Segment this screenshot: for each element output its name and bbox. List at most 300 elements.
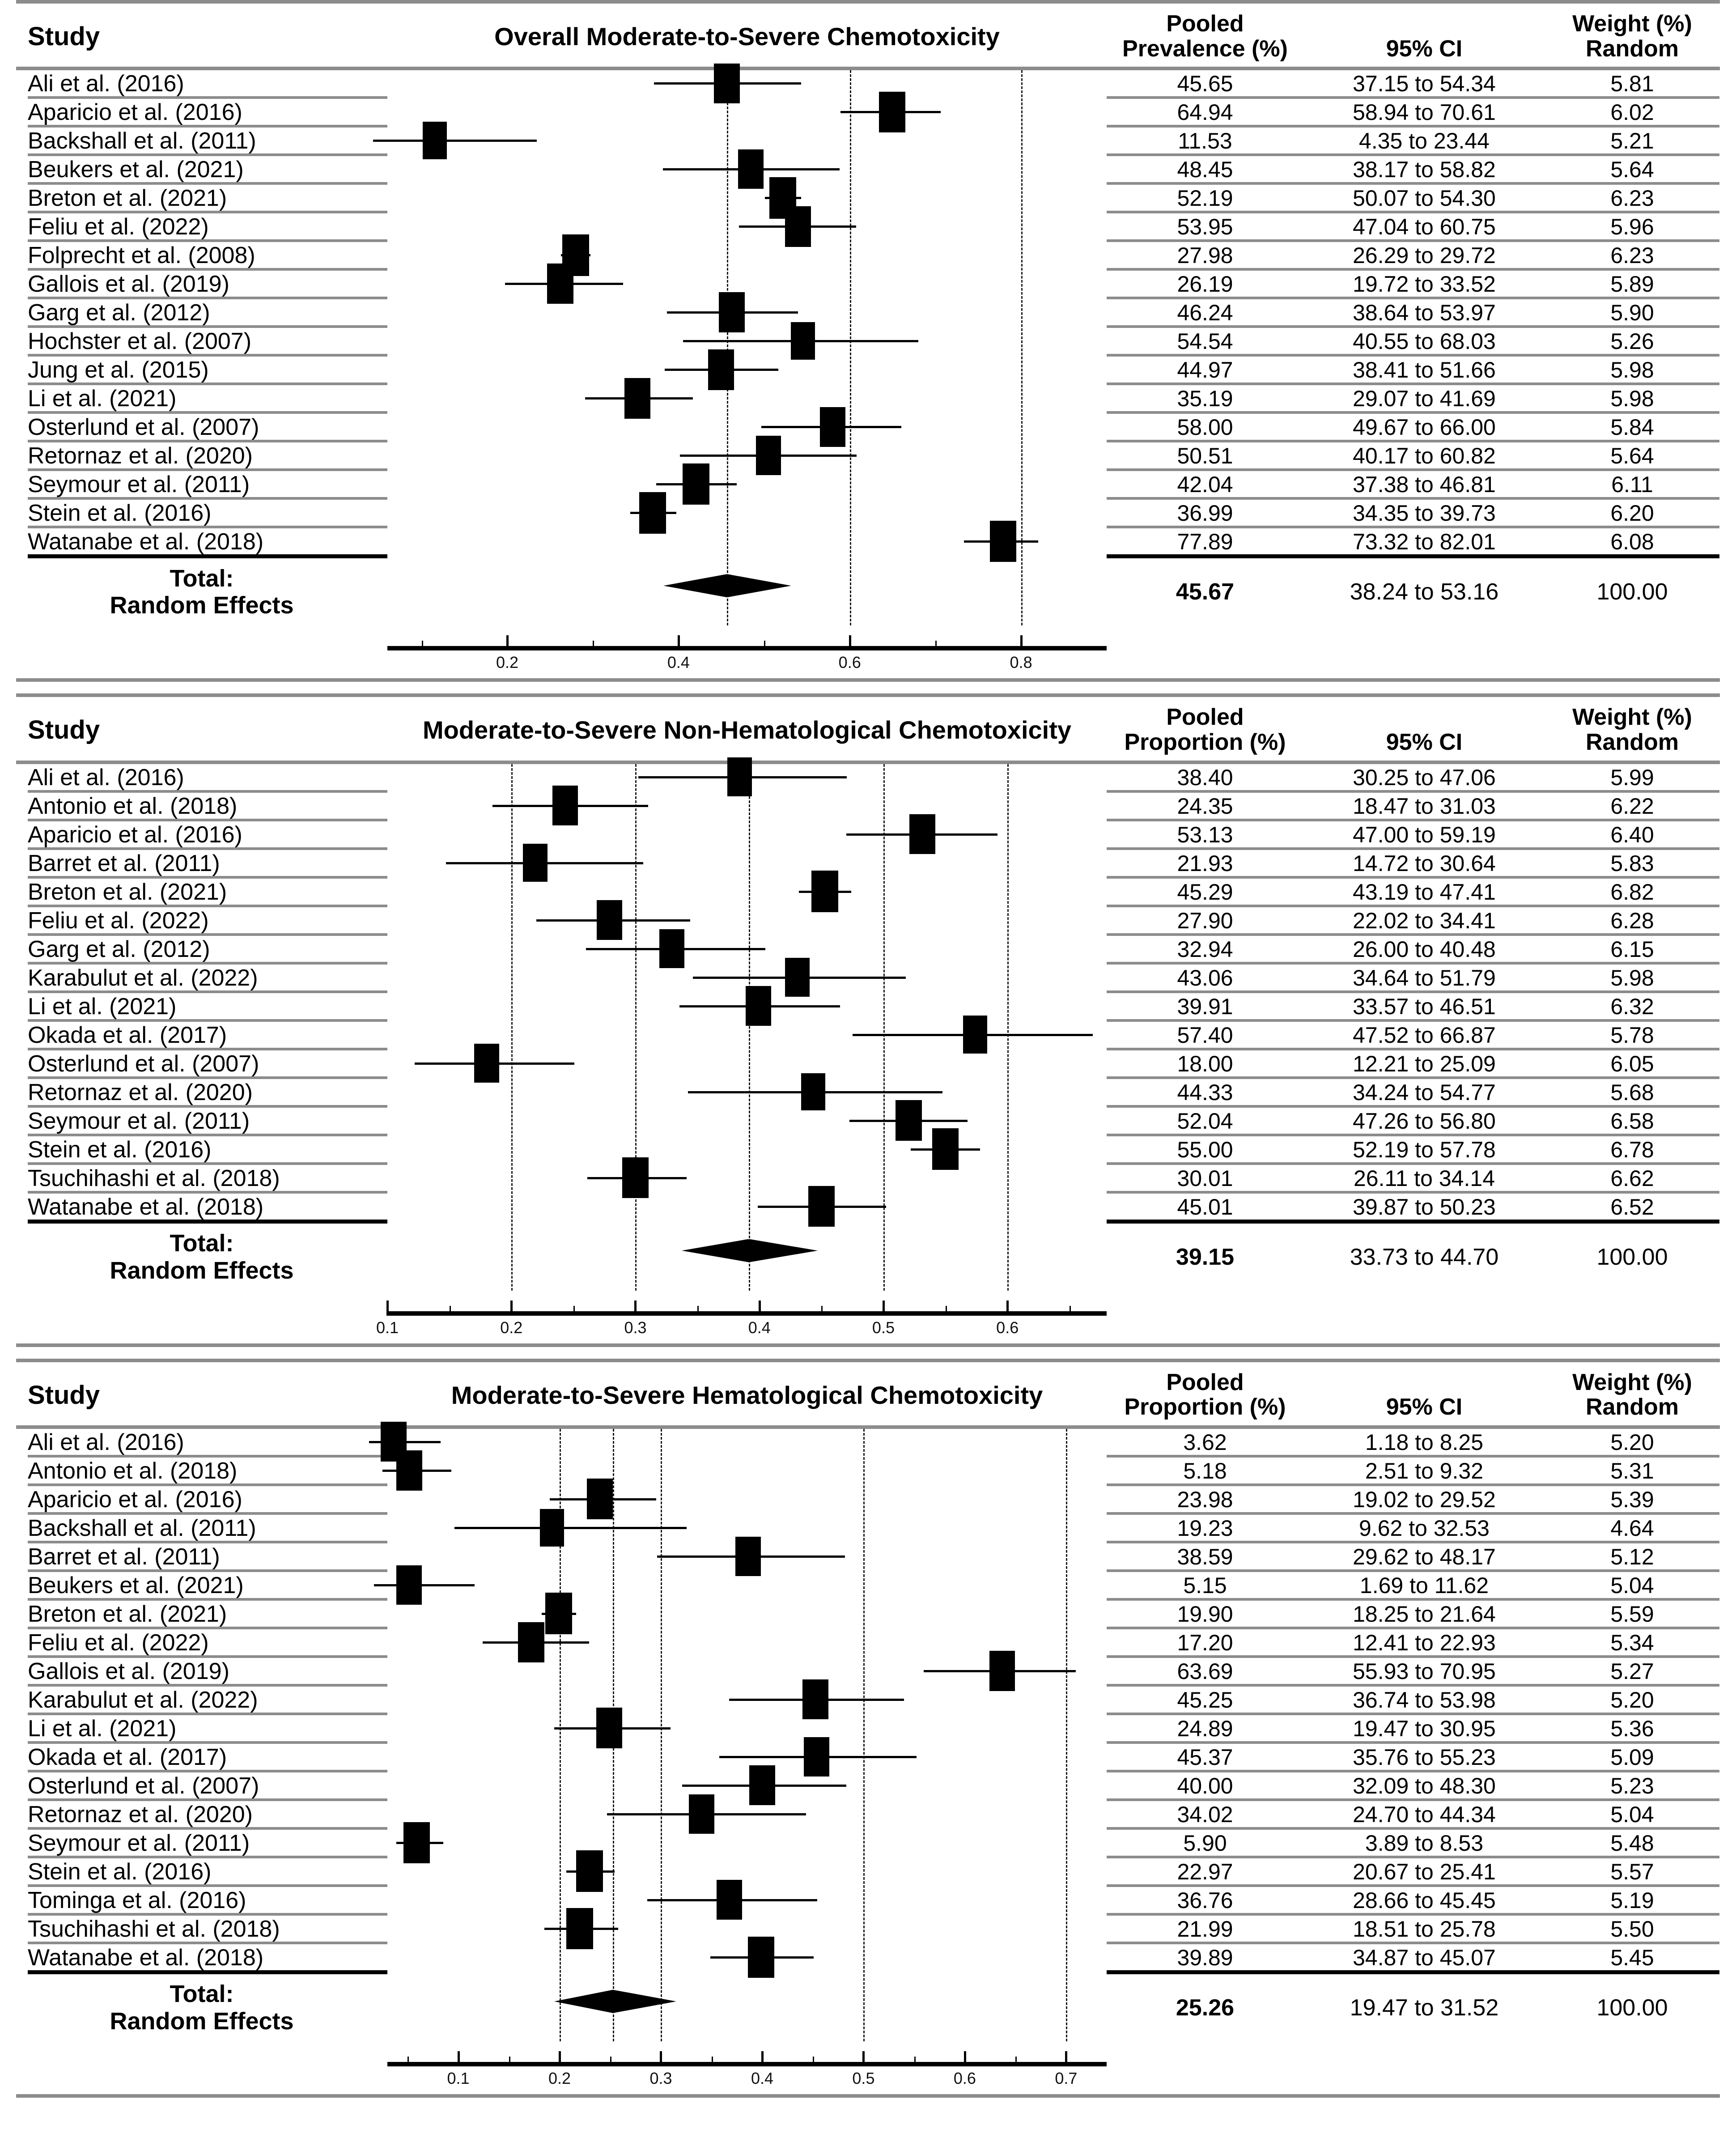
estimate-value: 45.01 [1177, 1194, 1233, 1220]
weight-value: 5.20 [1610, 1687, 1654, 1713]
axis-tick-label: 0.2 [500, 1318, 523, 1337]
estimate-value: 54.54 [1177, 329, 1233, 354]
ci-value: 37.15 to 54.34 [1353, 71, 1496, 97]
study-name: Beukers et al. (2021) [28, 1572, 244, 1598]
total-label-line2: Random Effects [110, 592, 294, 619]
ci-value: 37.38 to 46.81 [1353, 472, 1496, 497]
weight-value: 5.57 [1610, 1859, 1654, 1884]
study-name: Aparicio et al. (2016) [28, 821, 242, 848]
axis-tick [510, 1300, 513, 1316]
study-name: Retornaz et al. (2020) [28, 1801, 253, 1828]
table-row [16, 1429, 1720, 1455]
estimate-value: 52.19 [1177, 186, 1233, 211]
estimate-value: 21.99 [1177, 1916, 1233, 1942]
axis-minor-tick [821, 1306, 823, 1316]
table-row [16, 328, 1720, 354]
table-row [16, 156, 1720, 182]
total-row [16, 1974, 1720, 2041]
weight-value: 6.05 [1610, 1051, 1654, 1076]
axis-minor-tick [422, 641, 423, 650]
total-estimate-value: 25.26 [1176, 1994, 1235, 2021]
axis-minor-tick [946, 1306, 947, 1316]
ci-value: 19.02 to 29.52 [1353, 1487, 1496, 1512]
weight-value: 5.68 [1610, 1080, 1654, 1105]
study-name: Seymour et al. (2011) [28, 1830, 250, 1856]
estimate-value: 45.65 [1177, 71, 1233, 97]
weight-value: 5.12 [1610, 1544, 1654, 1569]
weight-value: 5.09 [1610, 1744, 1654, 1770]
table-row [16, 879, 1720, 905]
panel-header [16, 697, 1720, 760]
weight-value: 5.78 [1610, 1022, 1654, 1048]
total-ci-value: 38.24 to 53.16 [1350, 579, 1499, 605]
ci-value: 47.04 to 60.75 [1353, 214, 1496, 240]
panel-top-rule [16, 1359, 1720, 1362]
study-name: Okada et al. (2017) [28, 1022, 227, 1048]
separator-gap [387, 554, 1107, 557]
panel-body [16, 1429, 1720, 2041]
study-name: Jung et al. (2015) [28, 357, 209, 383]
ci-value: 43.19 to 47.41 [1353, 879, 1496, 905]
column-header-estimate [1107, 705, 1303, 755]
weight-value: 5.64 [1610, 443, 1654, 469]
panel-title: Moderate-to-Severe Hematological Chemotoxicity [451, 1381, 1043, 1409]
weight-header-line1: Weight (%) [1572, 11, 1692, 37]
weight-value: 4.64 [1610, 1515, 1654, 1541]
study-name: Folprecht et al. (2008) [28, 242, 255, 269]
weight-value: 6.23 [1610, 243, 1654, 268]
panel-bottom-rule [16, 1343, 1720, 1347]
estimate-value: 64.94 [1177, 100, 1233, 125]
estimate-value: 5.18 [1183, 1458, 1227, 1483]
axis-tick [862, 2051, 865, 2066]
table-row [16, 1022, 1720, 1048]
table-row [16, 1165, 1720, 1191]
ci-value: 40.55 to 68.03 [1353, 329, 1496, 354]
estimate-value: 44.33 [1177, 1080, 1233, 1105]
column-header-weight [1545, 1370, 1719, 1420]
panel-bottom-rule [16, 2094, 1720, 2098]
weight-value: 5.19 [1610, 1887, 1654, 1913]
axis-minor-tick [813, 2057, 814, 2066]
study-name: Backshall et al. (2011) [28, 128, 256, 154]
weight-value: 5.36 [1610, 1716, 1654, 1741]
table-row [16, 1658, 1720, 1684]
ci-value: 38.17 to 58.82 [1353, 157, 1496, 183]
total-ci-value: 19.47 to 31.52 [1350, 1994, 1499, 2021]
weight-value: 5.99 [1610, 765, 1654, 790]
axis-tick [660, 2051, 662, 2066]
estimate-value: 3.62 [1183, 1429, 1227, 1455]
table-row [16, 1858, 1720, 1884]
axis-minor-tick [712, 2057, 713, 2066]
estimate-value: 45.37 [1177, 1744, 1233, 1770]
total-label-line1: Total: [170, 565, 234, 592]
weight-value: 5.81 [1610, 71, 1654, 97]
table-row [16, 357, 1720, 382]
axis-tick-label: 0.2 [496, 653, 519, 672]
ci-value: 34.87 to 45.07 [1353, 1945, 1496, 1970]
estimate-value: 36.76 [1177, 1887, 1233, 1913]
table-row [16, 442, 1720, 468]
weight-value: 5.98 [1610, 357, 1654, 383]
study-name: Beukers et al. (2021) [28, 157, 244, 183]
weight-value: 5.20 [1610, 1429, 1654, 1455]
table-row [16, 414, 1720, 440]
study-name: Feliu et al. (2022) [28, 1629, 209, 1656]
table-row [16, 1136, 1720, 1162]
weight-value: 6.82 [1610, 879, 1654, 905]
ci-value: 24.70 to 44.34 [1353, 1802, 1496, 1827]
ci-value: 1.18 to 8.25 [1365, 1429, 1484, 1455]
weight-value: 5.64 [1610, 157, 1654, 183]
ci-value: 26.11 to 34.14 [1353, 1165, 1495, 1191]
study-name: Antonio et al. (2018) [28, 793, 238, 819]
axis-minor-tick [697, 1306, 699, 1316]
table-row [16, 1830, 1720, 1856]
weight-value: 5.39 [1610, 1487, 1654, 1512]
ci-value: 34.64 to 51.79 [1353, 965, 1496, 990]
table-row [16, 299, 1720, 325]
table-row [16, 1572, 1720, 1598]
axis-tick-label: 0.3 [624, 1318, 647, 1337]
weight-value: 5.83 [1610, 850, 1654, 876]
panel-body [16, 764, 1720, 1291]
study-name: Retornaz et al. (2020) [28, 1079, 253, 1105]
axis-tick [559, 2051, 561, 2066]
ci-value: 22.02 to 34.41 [1353, 908, 1496, 933]
weight-value: 5.04 [1610, 1572, 1654, 1598]
estimate-value: 34.02 [1177, 1802, 1233, 1827]
panel-top-rule [16, 0, 1720, 4]
axis-tick-label: 0.4 [748, 1318, 771, 1337]
weight-value: 6.58 [1610, 1108, 1654, 1134]
total-weight-value: 100.00 [1596, 1994, 1668, 2021]
axis-line [387, 646, 1107, 650]
ci-value: 55.93 to 70.95 [1353, 1658, 1496, 1684]
axis-tick [1065, 2051, 1067, 2066]
weight-value: 6.78 [1610, 1137, 1654, 1162]
table-row [16, 936, 1720, 962]
ci-value: 47.52 to 66.87 [1353, 1022, 1496, 1048]
weight-value: 6.28 [1610, 908, 1654, 933]
study-name: Antonio et al. (2018) [28, 1458, 238, 1484]
estimate-value: 38.40 [1177, 765, 1233, 790]
estimate-header-line2: Prevalence (%) [1122, 35, 1288, 62]
forest-panel-3 [16, 1359, 1720, 2098]
estimate-value: 23.98 [1177, 1487, 1233, 1512]
axis-minor-tick [610, 2057, 611, 2066]
estimate-value: 24.35 [1177, 793, 1233, 819]
ci-value: 39.87 to 50.23 [1353, 1194, 1496, 1220]
axis-minor-tick [573, 1306, 575, 1316]
weight-value: 5.04 [1610, 1802, 1654, 1827]
study-name: Feliu et al. (2022) [28, 214, 209, 240]
study-name: Gallois et al. (2019) [28, 1658, 229, 1684]
estimate-value: 32.94 [1177, 936, 1233, 962]
table-row [16, 850, 1720, 876]
estimate-value: 53.13 [1177, 822, 1233, 847]
axis-tick-label: 0.2 [548, 2069, 571, 2087]
weight-value: 6.20 [1610, 501, 1654, 526]
weight-value: 6.02 [1610, 100, 1654, 125]
ci-value: 4.35 to 23.44 [1359, 128, 1490, 154]
panel-title: Overall Moderate-to-Severe Chemotoxicity [494, 22, 1000, 51]
ci-value: 3.89 to 8.53 [1365, 1830, 1484, 1856]
separator-gap [387, 1220, 1107, 1222]
panel-top-rule [16, 693, 1720, 697]
column-header-study: Study [28, 22, 100, 51]
estimate-value: 27.90 [1177, 908, 1233, 933]
study-name: Seymour et al. (2011) [28, 472, 250, 498]
weight-value: 5.23 [1610, 1773, 1654, 1798]
table-row [16, 471, 1720, 497]
panel-title: Moderate-to-Severe Non-Hematological Chemotoxicity [422, 716, 1072, 744]
table-row [16, 500, 1720, 526]
weight-value: 5.45 [1610, 1945, 1654, 1970]
weight-header-line1: Weight (%) [1572, 704, 1692, 731]
ci-value: 58.94 to 70.61 [1353, 100, 1496, 125]
axis-tick-label: 0.6 [838, 653, 861, 672]
study-name: Osterlund et al. (2007) [28, 1772, 259, 1799]
ci-value: 38.41 to 51.66 [1353, 357, 1496, 383]
estimate-value: 52.04 [1177, 1108, 1233, 1134]
weight-value: 5.59 [1610, 1601, 1654, 1627]
axis-tick [964, 2051, 966, 2066]
weight-value: 5.48 [1610, 1830, 1654, 1856]
axis-tick-label: 0.6 [953, 2069, 976, 2087]
table-row [16, 1458, 1720, 1483]
estimate-value: 24.89 [1177, 1716, 1233, 1741]
weight-value: 6.40 [1610, 822, 1654, 847]
study-name: Osterlund et al. (2007) [28, 414, 259, 441]
ci-value: 47.26 to 56.80 [1353, 1108, 1496, 1134]
estimate-value: 5.90 [1183, 1830, 1227, 1856]
ci-value: 32.09 to 48.30 [1353, 1773, 1496, 1798]
axis-tick-label: 0.8 [1010, 653, 1032, 672]
estimate-value: 19.23 [1177, 1515, 1233, 1541]
ci-value: 52.19 to 57.78 [1353, 1137, 1496, 1162]
ci-value: 50.07 to 54.30 [1353, 186, 1496, 211]
estimate-value: 55.00 [1177, 1137, 1233, 1162]
table-row [16, 1944, 1720, 1970]
estimate-value: 17.20 [1177, 1630, 1233, 1655]
weight-value: 5.34 [1610, 1630, 1654, 1655]
axis-tick-label: 0.5 [852, 2069, 875, 2087]
study-name: Breton et al. (2021) [28, 185, 227, 212]
total-label-line2: Random Effects [110, 2007, 294, 2035]
estimate-value: 39.91 [1177, 994, 1233, 1019]
axis-tick [458, 2051, 460, 2066]
ci-value: 12.41 to 22.93 [1353, 1630, 1496, 1655]
ci-value: 35.76 to 55.23 [1353, 1744, 1496, 1770]
axis-tick-label: 0.7 [1055, 2069, 1078, 2087]
weight-value: 5.98 [1610, 386, 1654, 412]
table-row [16, 242, 1720, 268]
weight-value: 5.21 [1610, 128, 1654, 154]
estimate-value: 40.00 [1177, 1773, 1233, 1798]
study-name: Tominga et al. (2016) [28, 1887, 246, 1913]
table-row [16, 1079, 1720, 1105]
estimate-value: 38.59 [1177, 1544, 1233, 1569]
study-name: Stein et al. (2016) [28, 1858, 212, 1885]
study-name: Tsuchihashi et al. (2018) [28, 1916, 280, 1942]
estimate-value: 58.00 [1177, 415, 1233, 440]
weight-header-line2: Random [1586, 729, 1679, 755]
forest-panel-2 [16, 693, 1720, 1347]
estimate-value: 18.00 [1177, 1051, 1233, 1076]
axis-tick-label: 0.4 [667, 653, 690, 672]
table-row [16, 907, 1720, 933]
study-name: Breton et al. (2021) [28, 1601, 227, 1627]
x-axis [387, 625, 1107, 678]
study-name: Seymour et al. (2011) [28, 1108, 250, 1134]
table-row [16, 1715, 1720, 1741]
total-label-line2: Random Effects [110, 1257, 294, 1284]
estimate-header-line2: Proportion (%) [1124, 729, 1286, 755]
axis-minor-tick [593, 641, 594, 650]
ci-value: 49.67 to 66.00 [1353, 415, 1496, 440]
weight-header-line2: Random [1586, 1394, 1679, 1420]
study-name: Barret et al. (2011) [28, 1543, 220, 1570]
ci-value: 33.57 to 46.51 [1353, 994, 1496, 1019]
weight-value: 6.62 [1610, 1165, 1654, 1191]
estimate-value: 50.51 [1177, 443, 1233, 469]
study-name: Backshall et al. (2011) [28, 1515, 256, 1541]
study-name: Stein et al. (2016) [28, 500, 212, 527]
axis-minor-tick [450, 1306, 451, 1316]
table-row [16, 1772, 1720, 1798]
estimate-header-line1: Pooled [1166, 11, 1244, 37]
ci-value: 36.74 to 53.98 [1353, 1687, 1496, 1713]
table-row [16, 1744, 1720, 1770]
estimate-value: 43.06 [1177, 965, 1233, 990]
table-row [16, 271, 1720, 297]
axis-tick [759, 1300, 761, 1316]
study-name: Hochster et al. (2007) [28, 328, 252, 355]
ci-value: 40.17 to 60.82 [1353, 443, 1496, 469]
column-header-ci: 95% CI [1386, 1394, 1463, 1420]
estimate-value: 22.97 [1177, 1859, 1233, 1884]
table-row [16, 128, 1720, 153]
study-name: Stein et al. (2016) [28, 1136, 212, 1163]
weight-value: 5.89 [1610, 272, 1654, 297]
study-name: Watanabe et al. (2018) [28, 1944, 264, 1971]
table-row [16, 821, 1720, 847]
ci-value: 9.62 to 32.53 [1359, 1515, 1490, 1541]
axis-minor-tick [1070, 1306, 1071, 1316]
estimate-value: 45.25 [1177, 1687, 1233, 1713]
column-header-estimate [1107, 12, 1303, 61]
estimate-value: 11.53 [1178, 128, 1232, 154]
ci-value: 18.51 to 25.78 [1353, 1916, 1496, 1942]
ci-value: 18.47 to 31.03 [1353, 793, 1496, 819]
weight-value: 6.08 [1610, 529, 1654, 555]
table-row [16, 1194, 1720, 1220]
column-header-ci: 95% CI [1386, 729, 1463, 755]
estimate-value: 44.97 [1177, 357, 1233, 383]
axis-tick-label: 0.5 [872, 1318, 895, 1337]
weight-header-line2: Random [1586, 35, 1679, 62]
table-row [16, 1543, 1720, 1569]
estimate-header-line1: Pooled [1166, 704, 1244, 731]
separator-gap [387, 1970, 1107, 1973]
axis-minor-tick [914, 2057, 916, 2066]
table-row [16, 1687, 1720, 1713]
total-label-line1: Total: [170, 1980, 234, 2008]
table-row [16, 965, 1720, 990]
estimate-value: 30.01 [1177, 1165, 1233, 1191]
ci-value: 1.69 to 11.62 [1359, 1572, 1489, 1598]
total-label [16, 1230, 387, 1284]
axis-tick-label: 0.1 [447, 2069, 470, 2087]
estimate-value: 42.04 [1177, 472, 1233, 497]
weight-value: 6.15 [1610, 936, 1654, 962]
weight-value: 6.11 [1611, 472, 1653, 497]
study-name: Ali et al. (2016) [28, 764, 184, 790]
table-row [16, 1050, 1720, 1076]
axis-tick-label: 0.6 [996, 1318, 1019, 1337]
axis-minor-tick [407, 2057, 409, 2066]
estimate-value: 5.15 [1183, 1572, 1227, 1598]
separator-data [1107, 554, 1719, 558]
column-header-ci: 95% CI [1386, 35, 1463, 62]
ci-value: 19.72 to 33.52 [1353, 272, 1496, 297]
panel-body [16, 70, 1720, 625]
forest-panel-1 [16, 0, 1720, 682]
panel-header [16, 1362, 1720, 1425]
study-name: Breton et al. (2021) [28, 879, 227, 905]
study-name: Gallois et al. (2019) [28, 271, 229, 298]
axis-tick [849, 635, 851, 650]
estimate-value: 77.89 [1177, 529, 1233, 555]
estimate-value: 57.40 [1177, 1022, 1233, 1048]
study-name: Aparicio et al. (2016) [28, 99, 242, 126]
separator-data [1107, 1970, 1719, 1974]
study-name: Ali et al. (2016) [28, 1429, 184, 1455]
study-name: Osterlund et al. (2007) [28, 1050, 259, 1077]
estimate-value: 39.89 [1177, 1945, 1233, 1970]
table-row [16, 993, 1720, 1019]
estimate-header-line2: Proportion (%) [1124, 1394, 1286, 1420]
axis-minor-tick [509, 2057, 510, 2066]
weight-value: 5.96 [1610, 214, 1654, 240]
study-name: Feliu et al. (2022) [28, 907, 209, 934]
panel-bottom-rule [16, 678, 1720, 682]
weight-value: 6.52 [1610, 1194, 1654, 1220]
total-estimate-value: 39.15 [1176, 1244, 1235, 1270]
table-row [16, 185, 1720, 211]
panel-header [16, 4, 1720, 67]
study-name: Li et al. (2021) [28, 1715, 177, 1742]
ci-value: 73.32 to 82.01 [1353, 529, 1496, 555]
weight-value: 6.32 [1610, 994, 1654, 1019]
table-row [16, 1515, 1720, 1541]
column-header-study: Study [28, 715, 100, 745]
ci-value: 14.72 to 30.64 [1353, 850, 1496, 876]
ci-value: 2.51 to 9.32 [1365, 1458, 1484, 1483]
study-name: Garg et al. (2012) [28, 936, 210, 962]
study-name: Karabulut et al. (2022) [28, 965, 258, 991]
estimate-value: 36.99 [1177, 501, 1233, 526]
table-row [16, 793, 1720, 819]
study-name: Li et al. (2021) [28, 386, 177, 412]
study-name: Watanabe et al. (2018) [28, 1194, 264, 1220]
estimate-value: 53.95 [1177, 214, 1233, 240]
table-row [16, 213, 1720, 239]
weight-value: 5.31 [1610, 1458, 1654, 1483]
ci-value: 18.25 to 21.64 [1353, 1601, 1496, 1627]
